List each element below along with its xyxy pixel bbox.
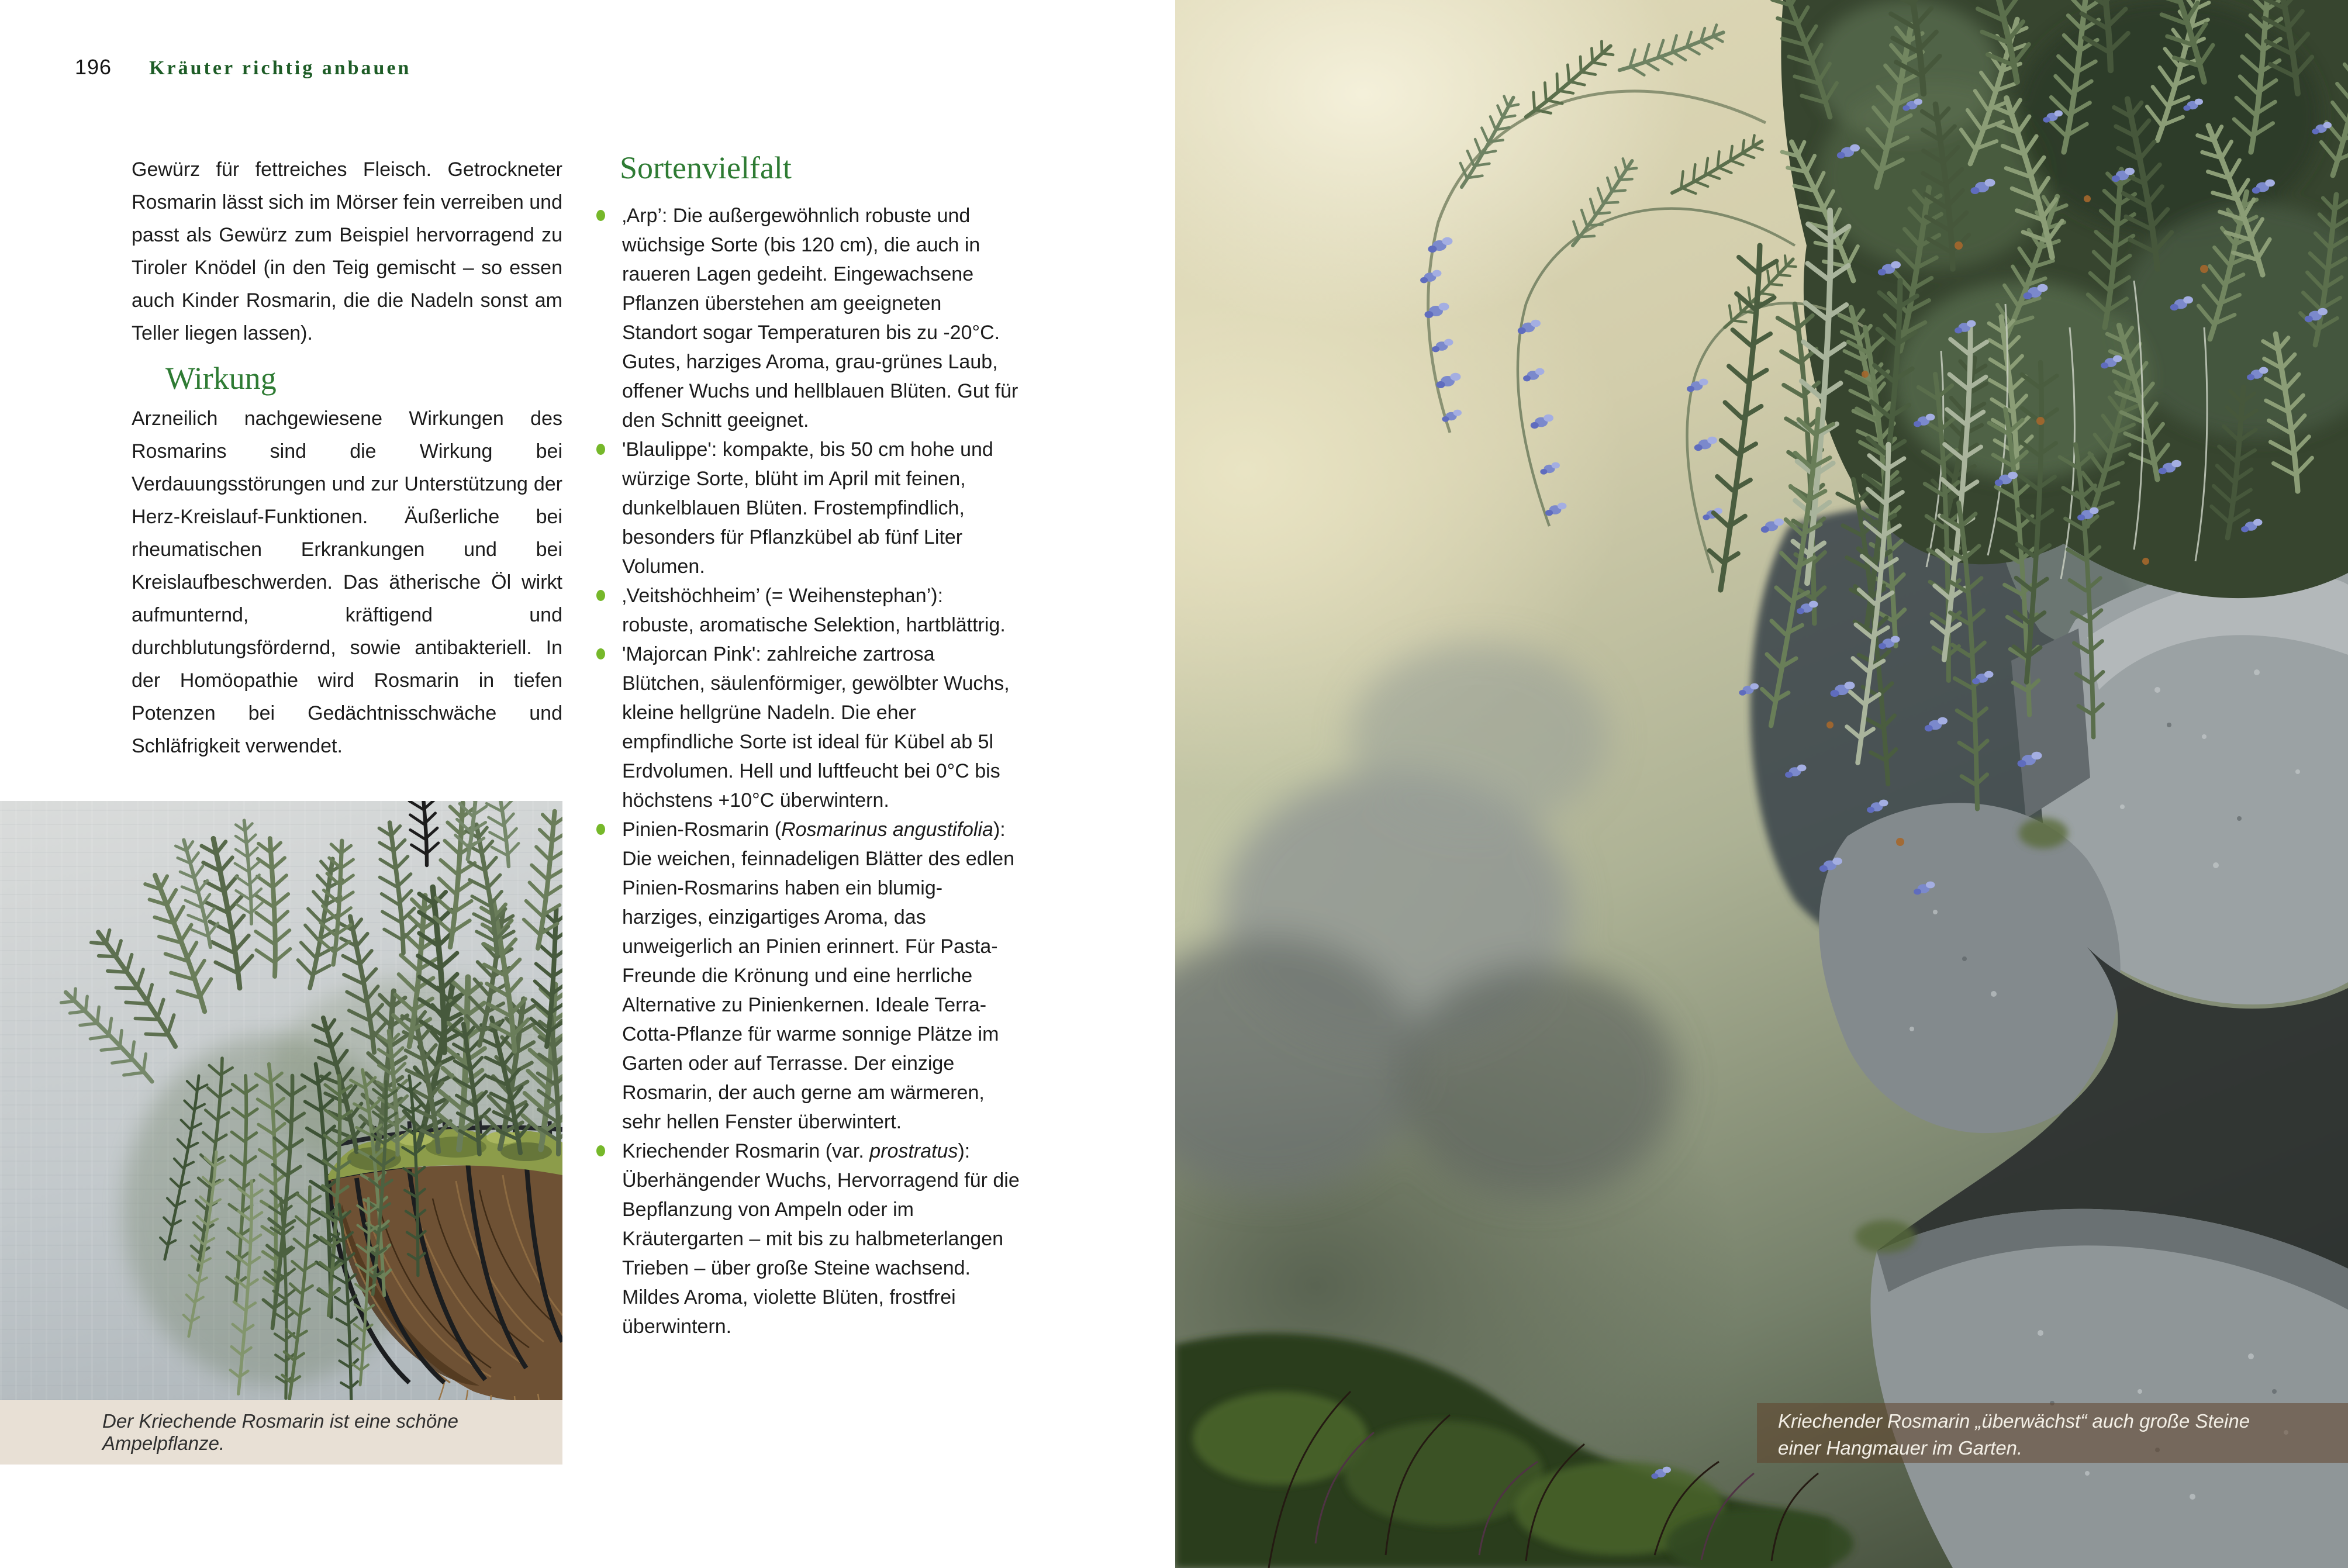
- wall-photo-caption-overlay: [1757, 1403, 2348, 1463]
- variety-list: [592, 201, 1020, 1341]
- variety-item: 'Majorcan Pink': zahlreiche zartrosa Blütchen, säulenförmiger, gewölbter Wuchs, kleine hellgrüne Nadeln. Die eher empfindliche Sorte ist ideal für Kübel ab 5l Erdvolumen. Hell und luftfeucht bei 0°C bis höchstens +10°C überwintern.: [592, 640, 1020, 815]
- wirkung-paragraph: Arzneilich nachgewiesene Wirkungen des Rosmarins sind die Wirkung bei Verdauungsstörungen und zur Unterstützung der Herz-Kreislauf-Funktionen. Äußerliche bei rheumatischen Erkrankungen und bei Kreislaufbeschwerden. Das ätherische Öl wirkt aufmunternd, kräftigend und durchblutungsfördernd, sowie antibakteriell. In der Homöopathie wird Rosmarin in tiefen Potenzen bei Gedächtnisschwäche und Schläfrigkeit verwendet.: [132, 407, 562, 757]
- page-header: [75, 55, 411, 80]
- basket-photo-figure: [0, 801, 562, 1465]
- sortenvielfalt-heading: Sortenvielfalt: [620, 150, 792, 185]
- page-number: 196: [75, 55, 112, 79]
- variety-item: ‚Veitshöchheim’ (= Weihenstephan’): robuste, aromatische Selektion, hartblättrig.: [592, 581, 1020, 640]
- basket-caption-text: Der Kriechende Rosmarin ist eine schöne Ampelpflanze.: [102, 1410, 458, 1454]
- page-header-title: Kräuter richtig anbauen: [149, 57, 412, 79]
- wirkung-heading: Wirkung: [165, 361, 277, 396]
- variety-item: Kriechender Rosmarin (var. prostratus): Überhängender Wuchs, Hervorragend für die Bepflanzung von Ampeln oder im Kräutergarten – mit bis zu halbmeterlangen Trieben – über große Steine wachsend. Mildes Aroma, violette Blüten, frostfrei überwintern.: [592, 1137, 1020, 1341]
- intro-paragraph: Gewürz für fettreiches Fleisch. Getrockneter Rosmarin lässt sich im Mörser fein verreiben und passt als Gewürz zum Beispiel hervorragend zu Tiroler Knödel (in den Teig gemischt – so essen auch Kinder Rosmarin, die die Nadeln sonst am Teller liegen lassen).: [132, 158, 562, 344]
- rosemary-basket-photo: [0, 801, 562, 1400]
- variety-item: Pinien-Rosmarin (Rosmarinus angustifolia): Die weichen, feinnadeligen Blätter des edlen Pinien-Rosmarins haben ein blumig-harziges, einzigartiges Aroma, das unweigerlich an Pinien erinnert. Für Pasta-Freunde die Krönung und eine herrliche Alternative zu Pinienkernen. Ideale Terra-Cotta-Pflanze für warme sonnige Plätze im Garten oder auf Terrasse. Der einzige Rosmarin, der auch gerne am wärmeren, sehr hellen Fenster überwintert.: [592, 815, 1020, 1137]
- rosemary-basket-illustration: [0, 801, 562, 1400]
- rosemary-wall-photo: [1175, 0, 2348, 1568]
- left-text-column: [132, 153, 562, 762]
- rosemary-wall-illustration: [1175, 0, 2348, 1568]
- variety-column: [592, 150, 1020, 1341]
- wall-caption-text: Kriechender Rosmarin „überwächst“ auch große Steine einer Hangmauer im Garten.: [1778, 1410, 2250, 1459]
- variety-item: 'Blaulippe': kompakte, bis 50 cm hohe und würzige Sorte, blüht im April mit feinen, dunkelblauen Blüten. Frostempfindlich, besonders für Pflanzkübel ab fünf Liter Volumen.: [592, 435, 1020, 581]
- variety-item: ‚Arp’: Die außergewöhnlich robuste und wüchsige Sorte (bis 120 cm), die auch in raueren Lagen gedeiht. Eingewachsene Pflanzen überstehen am geeigneten Standort sogar Temperaturen bis zu -20°C. Gutes, harziges Aroma, grau-grünes Laub, offener Wuchs und hellblauen Blüten. Gut für den Schnitt geeignet.: [592, 201, 1020, 435]
- basket-photo-caption: [0, 1400, 562, 1465]
